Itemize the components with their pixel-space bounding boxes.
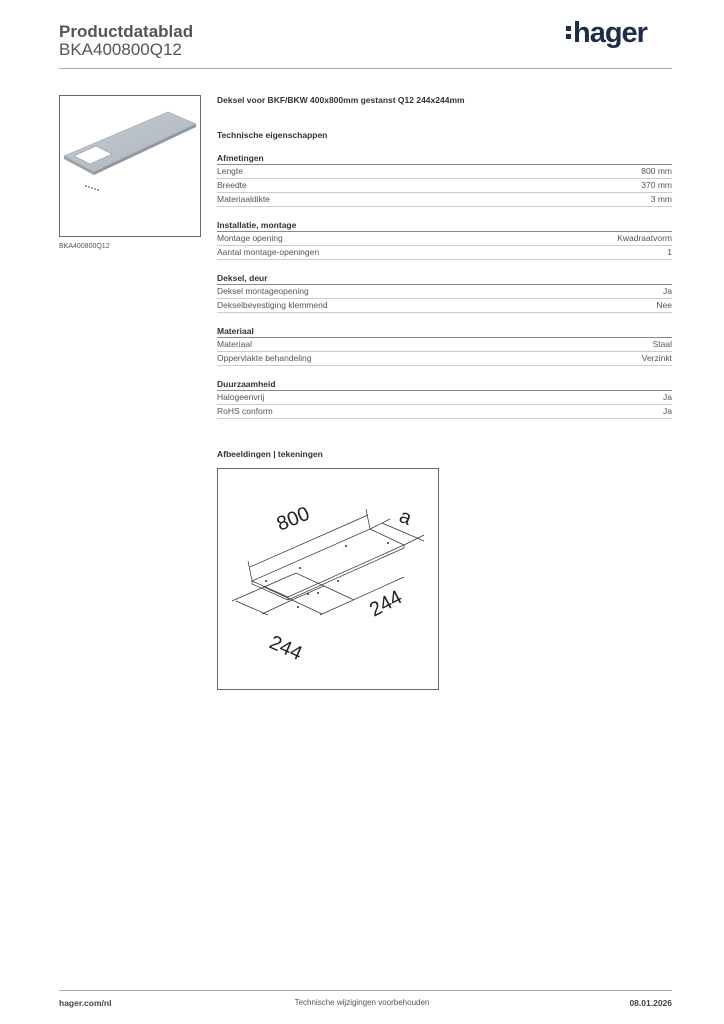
spec-row: [217, 246, 672, 260]
spec-row: [217, 352, 672, 366]
spec-row: [217, 179, 672, 193]
thumbnail-caption: BKA400800Q12: [59, 243, 110, 250]
product-code: BKA400800Q12: [59, 40, 182, 59]
spec-row: [217, 232, 672, 246]
spec-label: Halogeenvrij: [217, 392, 265, 402]
spec-label: Oppervlakte behandeling: [217, 353, 312, 363]
footer-divider: [59, 990, 672, 991]
dim-label-cutout-width: 244: [265, 631, 306, 666]
spec-value: Kwadraatvorm: [617, 233, 672, 243]
section-installatie: [217, 219, 672, 260]
footer-date: 08.01.2026: [629, 998, 672, 1008]
spec-value: Ja: [663, 406, 672, 416]
images-heading: Afbeeldingen | tekeningen: [217, 449, 323, 459]
logo-dots-icon: [566, 26, 572, 44]
dim-label-length: 800: [273, 502, 313, 536]
page-title: Productdatablad: [59, 22, 194, 41]
spec-label: RoHS conform: [217, 406, 273, 416]
spec-value: 3 mm: [650, 194, 672, 204]
section-title: Installatie, montage: [217, 219, 672, 232]
spec-value: Ja: [663, 286, 672, 296]
hager-logo: [566, 16, 662, 50]
section-title: Deksel, deur: [217, 272, 672, 285]
spec-value: 1: [667, 247, 672, 257]
section-materiaal: [217, 325, 672, 366]
spec-label: Montage opening: [217, 233, 283, 243]
cover-plate-photo-icon: [60, 96, 200, 236]
spec-row: [217, 165, 672, 179]
section-deksel: [217, 272, 672, 313]
spec-label: Dekselbevestiging klemmend: [217, 300, 328, 310]
product-thumbnail: [59, 95, 201, 237]
product-description: Deksel voor BKF/BKW 400x800mm gestanst Q12 244x244mm: [217, 95, 465, 105]
spec-value: Verzinkt: [641, 353, 672, 363]
section-title: Afmetingen: [217, 152, 672, 165]
spec-value: Ja: [663, 392, 672, 402]
section-title: Materiaal: [217, 325, 672, 338]
spec-label: Deksel montageopening: [217, 286, 309, 296]
spec-row: [217, 405, 672, 419]
dimension-drawing-icon: [218, 469, 438, 689]
technical-drawing: [217, 468, 439, 690]
section-title: Duurzaamheid: [217, 378, 672, 391]
spec-label: Aantal montage-openingen: [217, 247, 320, 257]
spec-row: [217, 299, 672, 313]
spec-row: [217, 391, 672, 405]
spec-row: [217, 193, 672, 207]
spec-value: Nee: [656, 300, 672, 310]
spec-value: Staal: [652, 339, 672, 349]
spec-label: Lengte: [217, 166, 243, 176]
footer-disclaimer: Technische wijzigingen voorbehouden: [294, 998, 430, 1007]
spec-label: Materiaal: [217, 339, 252, 349]
section-duurzaamheid: [217, 378, 672, 419]
dim-label-cutout-depth: 244: [366, 586, 406, 622]
footer-website-link[interactable]: hager.com/nl: [59, 998, 112, 1008]
section-afmetingen: [217, 152, 672, 207]
spec-row: [217, 285, 672, 299]
header-divider: [59, 68, 672, 69]
spec-value: 800 mm: [641, 166, 672, 176]
spec-label: Materiaaldikte: [217, 194, 270, 204]
spec-label: Breedte: [217, 180, 247, 190]
tech-heading: Technische eigenschappen: [217, 130, 328, 140]
spec-value: 370 mm: [641, 180, 672, 190]
logo-text: hager: [573, 17, 647, 49]
dim-label-width: a: [396, 505, 415, 530]
spec-row: [217, 338, 672, 352]
spec-content: [217, 95, 672, 431]
